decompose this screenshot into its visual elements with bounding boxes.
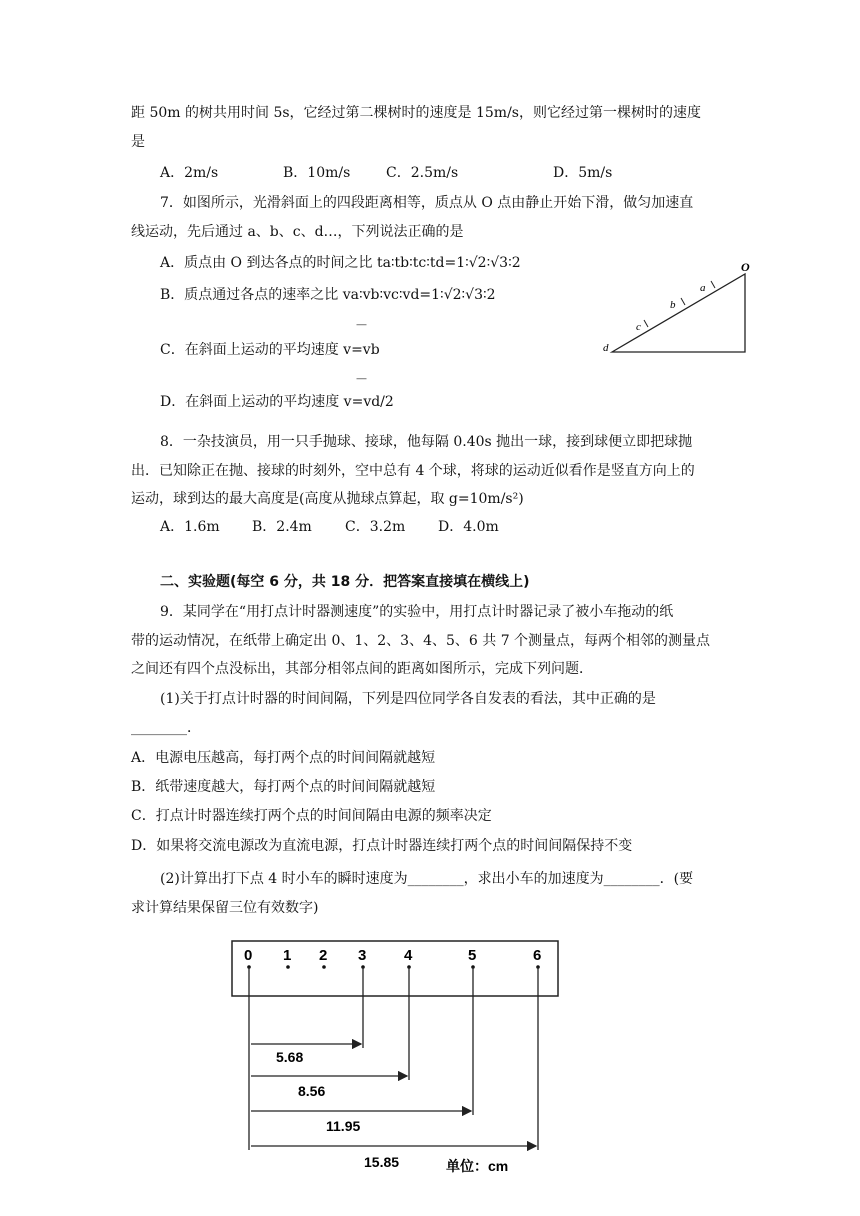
overline-mark: — <box>356 318 367 331</box>
distance-label-0-6: 15.85 <box>364 1154 400 1170</box>
q6-option-a: A．2m/s <box>160 165 219 181</box>
q8-option-c: C．3.2m <box>345 519 406 535</box>
label-a: a <box>700 282 706 294</box>
q6-stem-line1: 距 50m 的树共用时间 5s，它经过第二棵树时的速度是 15m/s，则它经过第一棵树时的速度 <box>131 105 701 121</box>
q9-stem-line1: 9．某同学在“用打点计时器测速度”的实验中，用打点计时器记录了被小车拖动的纸 <box>160 604 674 620</box>
point-dot-1 <box>286 965 290 969</box>
q8-stem-line2: 出．已知除正在抛、接球的时刻外，空中总有 4 个球，将球的运动近似看作是竖直方向上的 <box>131 463 695 479</box>
tape-rect <box>232 941 558 996</box>
point-label-3: 3 <box>358 947 367 964</box>
q7-option-a: A．质点由 O 到达各点的时间之比 ta∶tb∶tc∶td=1∶√2∶√3∶2 <box>160 255 521 271</box>
distance-label-0-5: 11.95 <box>326 1118 361 1134</box>
distance-label-0-3: 5.68 <box>276 1049 304 1065</box>
point-label-4: 4 <box>404 947 413 964</box>
point-label-5: 5 <box>468 947 477 964</box>
q8-option-d: D．4.0m <box>438 519 499 535</box>
label-O: O <box>741 260 750 274</box>
q9-sub2-line1: (2)计算出打下点 4 时小车的瞬时速度为________，求出小车的加速度为________．(要 <box>160 871 694 887</box>
q6-option-c: C．2.5m/s <box>386 165 459 181</box>
q9-sub2-line2: 求计算结果保留三位有效数字) <box>131 900 319 916</box>
q7-option-c: C．在斜面上运动的平均速度 v=vb <box>160 342 380 358</box>
point-label-6: 6 <box>533 947 542 964</box>
q7-stem-line1: 7．如图所示，光滑斜面上的四段距离相等，质点从 O 点由静止开始下滑，做匀加速直 <box>160 195 694 211</box>
point-label-0: 0 <box>244 947 253 964</box>
point-dot-2 <box>322 965 326 969</box>
unit-label: 单位：cm <box>446 1158 509 1174</box>
q9-sub1-line1: (1)关于打点计时器的时间间隔，下列是四位同学各自发表的看法，其中正确的是 <box>160 691 656 707</box>
q8-option-a: A．1.6m <box>160 519 220 535</box>
q7-option-d: D．在斜面上运动的平均速度 v=vd/2 <box>160 394 394 410</box>
q7-option-b: B．质点通过各点的速率之比 va∶vb∶vc∶vd=1∶√2∶√3∶2 <box>160 287 496 303</box>
q8-stem-line1: 8．一杂技演员，用一只手抛球、接球，他每隔 0.40s 抛出一球，接到球便立即把球抛 <box>160 434 693 450</box>
point-label-2: 2 <box>319 947 328 964</box>
q8-option-b: B．2.4m <box>252 519 312 535</box>
overline-mark: — <box>356 372 367 385</box>
q8-stem-line3: 运动，球到达的最大高度是(高度从抛球点算起，取 g=10m/s²) <box>131 491 524 507</box>
q9-option-d: D．如果将交流电源改为直流电源，打点计时器连续打两个点的时间间隔保持不变 <box>131 838 633 854</box>
q6-option-b: B．10m/s <box>283 165 351 181</box>
q6-option-d: D．5m/s <box>553 165 613 181</box>
point-label-1: 1 <box>283 947 292 964</box>
q9-option-a: A．电源电压越高，每打两个点的时间间隔就越短 <box>131 750 436 766</box>
q7-stem-line2: 线运动，先后通过 a、b、c、d…，下列说法正确的是 <box>131 224 464 240</box>
q9-option-b: B．纸带速度越大，每打两个点的时间间隔就越短 <box>131 779 436 795</box>
section-heading: 二、实验题(每空 6 分，共 18 分．把答案直接填在横线上) <box>160 574 530 590</box>
q9-option-c: C．打点计时器连续打两个点的时间间隔由电源的频率决定 <box>131 808 492 824</box>
label-c: c <box>636 321 641 333</box>
label-b: b <box>670 299 676 311</box>
distance-label-0-4: 8.56 <box>298 1083 326 1099</box>
q6-stem-line2: 是 <box>131 134 145 150</box>
label-d: d <box>603 342 609 354</box>
q9-stem-line3: 之间还有四个点没标出，其部分相邻点间的距离如图所示，完成下列问题． <box>131 661 593 677</box>
q9-stem-line2: 带的运动情况，在纸带上确定出 0、1、2、3、4、5、6 共 7 个测量点，每两个相邻的测量点 <box>131 633 711 649</box>
q9-sub1-line2: ________． <box>131 720 201 736</box>
